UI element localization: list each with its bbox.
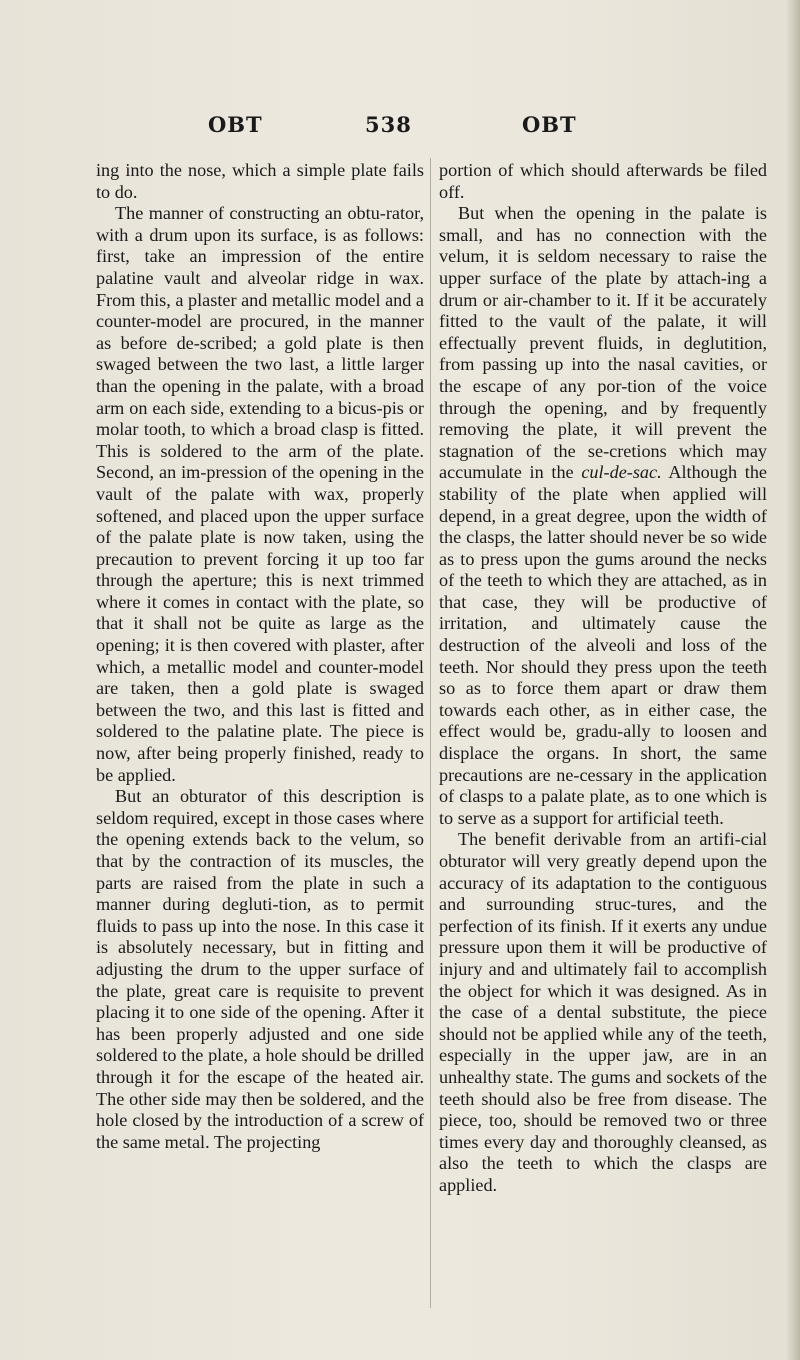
left-paragraph-1: ing into the nose, which a simple plate fails to do. — [96, 160, 424, 202]
right-paragraph-3: The benefit derivable from an artifi-cial obturator will very greatly depend upon the accuracy of its adaptation to the contiguous and surrounding struc-tures, and the perfection of its finish. If it exerts any undue pressure upon them it will be productive of injury and and ultimately fail to accomplish the object for which it was designed. As in the case of a dental substitute, the piece should not be applied while any of the teeth, especially in the upper jaw, are in an unhealthy state. The gums and sockets of the teeth should also be free from disease. The piece, too, should be removed two or three times every day and thoroughly cleansed, as also the teeth to which the clasps are applied. — [439, 829, 767, 1195]
right-column — [439, 160, 767, 1197]
left-paragraph-3: But an obturator of this description is seldom required, except in those cases where the opening extends back to the velum, so that by the contraction of its muscles, the parts are raised from the plate in such a manner during degluti-tion, as to permit fluids to pass up into the nose. In this case it is absolutely necessary, but in fitting and adjusting the drum to the upper surface of the plate, great care is requisite to prevent placing it to one side of the opening. After it has been properly adjusted and one side soldered to the plate, a hole should be drilled through it for the escape of the heated air. The other side may then be soldered, and the hole closed by the introduction of a screw of the same metal. The projecting — [96, 786, 424, 1152]
right-paragraph-2-part-b: Although the stability of the plate when applied will depend, in a great degree, upon the width of the clasps, the latter should never be so wide as to press upon the gums around the necks of the teeth to which they are attached, as in that case, they will be productive of irritation, and ultimately cause the destruction of the alveoli and loss of the teeth. Nor should they press upon the teeth so as to force them apart or draw them towards each other, as in either case, the effect would be, gradu-ally to loosen and displace the organs. In short, the same precautions are ne-cessary in the application of clasps to a palate plate, as to one which is to serve as a support for artificial teeth. — [439, 462, 767, 828]
header-left-word: OBT — [208, 112, 263, 137]
right-paragraph-2 — [439, 203, 767, 829]
italic-term: cul-de-sac. — [581, 462, 662, 483]
right-paragraph-2-part-a: But when the opening in the palate is small, and has no connection with the velum, it is seldom necessary to raise the upper surface of the plate by attach-ing a drum or air-chamber to it. If it be accurately fitted to the vault of the palate, it will effectually prevent fluids, in deglutition, from passing up into the nasal cavities, or the escape of any por-tion of the voice through the opening, and by frequently removing the plate, it will prevent the stagnation of the se-cretions which may accumulate in the — [439, 203, 767, 483]
left-paragraph-2: The manner of constructing an obtu-rator, with a drum upon its surface, is as follows: first, take an impression of the entire palatine vault and alveolar ridge in wax. From this, a plaster and metallic model and a counter-model are procured, in the manner as before de-scribed; a gold plate is then swaged between the two last, a little larger than the opening in the palate, with a broad arm on each side, extending to a bicus-pis or molar tooth, to which a broad clasp is fitted. This is soldered to the arm of the plate. Second, an im-pression of the opening in the vault of the palate with wax, properly softened, and placed upon the upper surface of the palate plate is now taken, using the precaution to prevent forcing it up too far through the aperture; this is next trimmed where it comes in contact with the plate, so that it shall not be quite as large as the opening; it is then covered with plaster, after which, a metallic model and counter-model are taken, then a gold plate is swaged between the two, and this last is fitted and soldered to the palatine plate. The piece is now, after being properly finished, ready to be applied. — [96, 203, 424, 785]
running-header — [0, 112, 800, 142]
header-right-word: OBT — [522, 112, 577, 137]
right-paragraph-1: portion of which should afterwards be filed off. — [439, 160, 767, 202]
page-edge-shadow — [786, 0, 800, 1360]
left-column — [96, 160, 424, 1153]
page-number: 538 — [365, 112, 412, 137]
column-divider — [430, 158, 431, 1308]
